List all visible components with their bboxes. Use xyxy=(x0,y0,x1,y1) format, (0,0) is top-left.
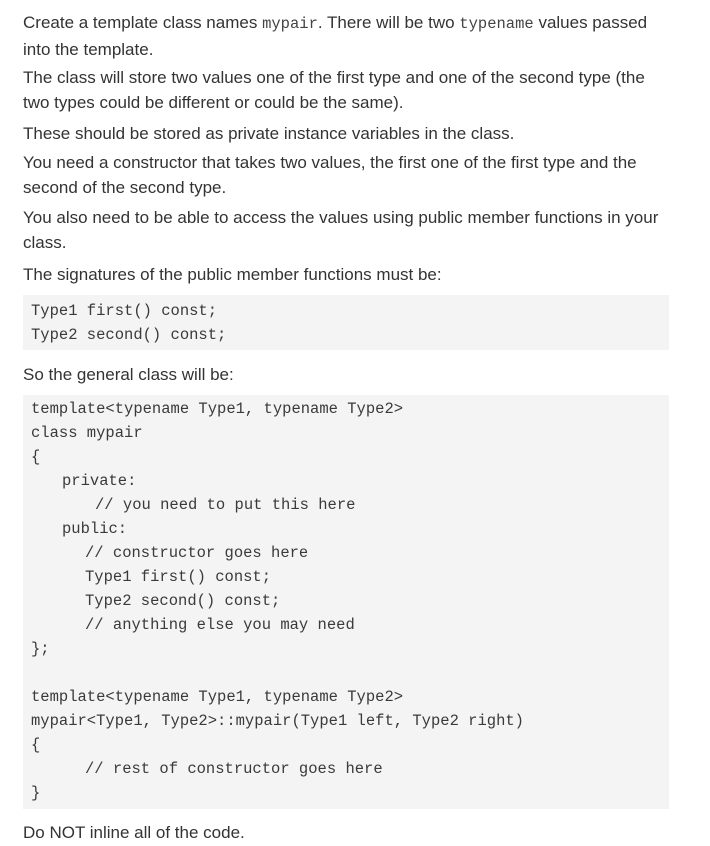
intro-text-b: . There will be two xyxy=(317,13,460,32)
code-block-class xyxy=(23,395,669,809)
code-line: // anything else you may need xyxy=(85,616,355,634)
code-line: // you need to put this here xyxy=(95,496,356,514)
code-line: }; xyxy=(31,640,50,658)
intro-text-c: values passed into the template. xyxy=(23,13,648,59)
inline-code-mypair: mypair xyxy=(262,15,318,33)
code-line: private: xyxy=(62,472,137,490)
paragraph-constructor: You need a constructor that takes two values, the first one of the first type and the second of the second type. xyxy=(23,153,637,197)
code-line: Type1 first() const; xyxy=(31,302,218,320)
code-line: Type2 second() const; xyxy=(85,592,281,610)
code-line: Type1 first() const; xyxy=(85,568,272,586)
code-line: // rest of constructor goes here xyxy=(85,760,383,778)
code-block-signatures xyxy=(23,295,669,350)
code-line: { xyxy=(31,736,41,754)
code-line: mypair<Type1, Type2>::mypair(Type1 left, Type2 right) xyxy=(31,712,524,730)
intro-text-a: Create a template class names xyxy=(23,13,263,32)
code-line: // constructor goes here xyxy=(85,544,309,562)
code-line: Type2 second() const; xyxy=(31,326,227,344)
paragraph-inline-note: Do NOT inline all of the code. xyxy=(23,823,245,842)
code-line: class mypair xyxy=(31,424,143,442)
code-line: public: xyxy=(62,520,128,538)
code-line: } xyxy=(31,784,41,802)
code-line: { xyxy=(31,448,41,466)
code-line: template<typename Type1, typename Type2> xyxy=(31,688,404,706)
paragraph-signatures: The signatures of the public member functions must be: xyxy=(23,265,442,284)
code-line: template<typename Type1, typename Type2> xyxy=(31,400,404,418)
paragraph-intro xyxy=(23,10,673,62)
paragraph-private: These should be stored as private instance variables in the class. xyxy=(23,124,515,143)
paragraph-storage: The class will store two values one of the first type and one of the second type (the two types could be different or could be the same). xyxy=(23,68,645,112)
paragraph-accessors: You also need to be able to access the values using public member functions in your class. xyxy=(23,208,659,252)
paragraph-general-class: So the general class will be: xyxy=(23,365,234,384)
inline-code-typename: typename xyxy=(459,15,534,33)
